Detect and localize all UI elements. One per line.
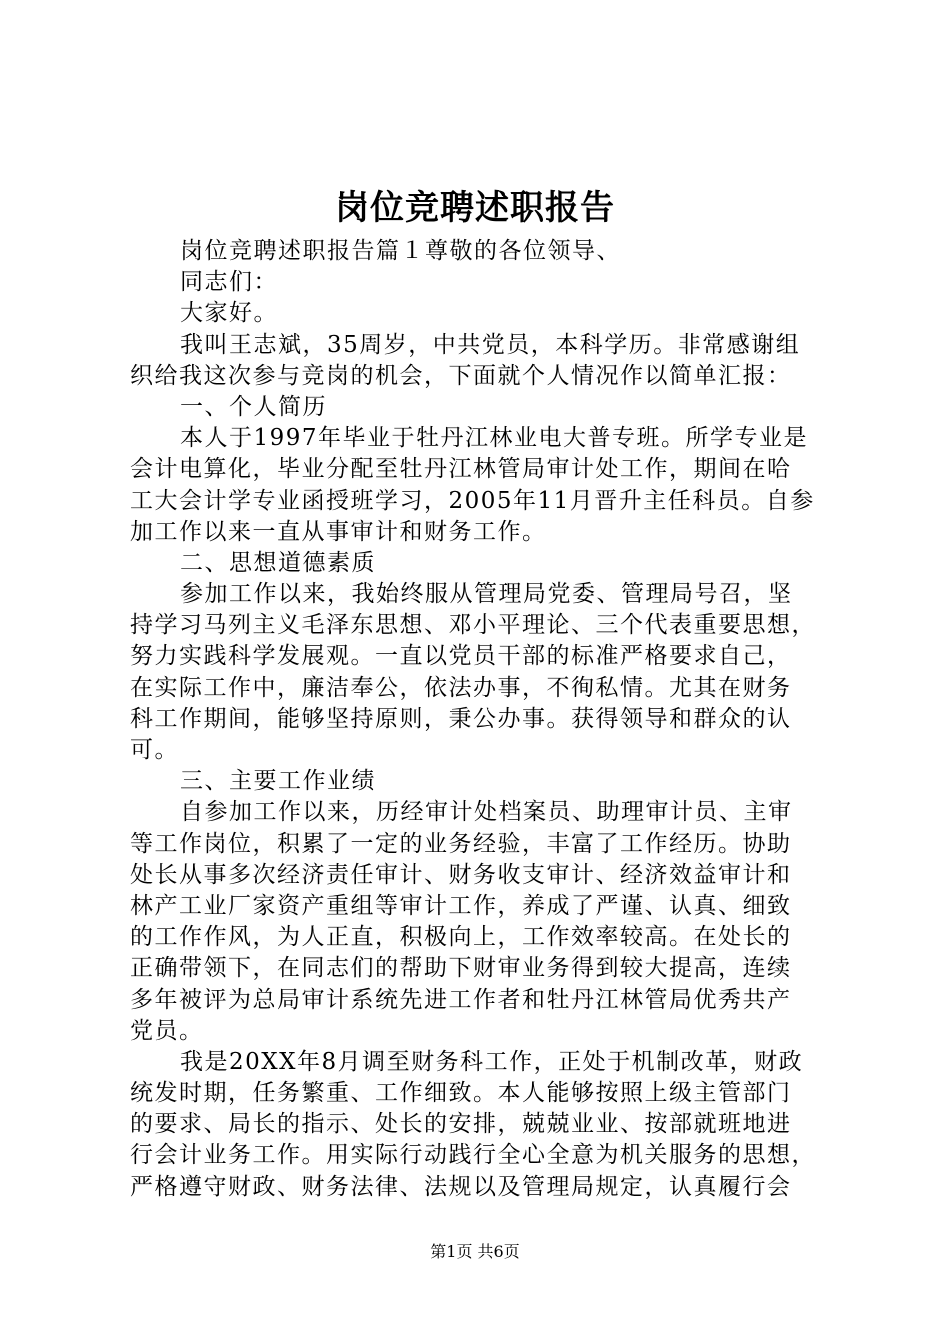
body-line: 自参加工作以来，历经审计处档案员、助理审计员、主审 [180, 799, 793, 826]
body-line: 可。 [130, 737, 179, 763]
body-line: 持学习马列主义毛泽东思想、邓小平理论、三个代表重要思想， [130, 612, 816, 639]
document-title: 岗位竞聘述职报告 [335, 188, 615, 228]
body-line: 科工作期间，能够坚持原则，秉公办事。获得领导和群众的认 [130, 705, 792, 732]
body-line: 统发时期，任务繁重、工作细致。本人能够按照上级主管部门 [130, 1080, 792, 1107]
body-line: 等工作岗位，积累了一定的业务经验，丰富了工作经历。协助 [130, 830, 792, 857]
body-line: 一、个人简历 [180, 393, 327, 420]
body-line: 工大会计学专业函授班学习，2005年11月晋升主任科员。自参 [130, 487, 815, 514]
body-line: 努力实践科学发展观。一直以党员干部的标准严格要求自己， [130, 643, 792, 670]
body-line: 林产工业厂家资产重组等审计工作，养成了严谨、认真、细致 [130, 892, 792, 919]
body-line: 我叫王志斌，35周岁，中共党员，本科学历。非常感谢组 [180, 331, 801, 358]
body-line: 党员。 [130, 1017, 204, 1044]
body-line: 我是20XX年8月调至财务科工作，正处于机制改革，财政 [180, 1048, 804, 1075]
body-line: 参加工作以来，我始终服从管理局党委、管理局号召，坚 [180, 581, 793, 608]
body-line: 三、主要工作业绩 [180, 768, 376, 795]
body-line: 的要求、局长的指示、处长的安排，兢兢业业、按部就班地进 [130, 1111, 792, 1138]
body-line: 的工作作风，为人正直，积极向上，工作效率较高。在处长的 [130, 924, 792, 951]
document-body [130, 236, 830, 1203]
body-line: 大家好。 [180, 300, 278, 327]
body-line: 正确带领下，在同志们的帮助下财审业务得到较大提高，连续 [130, 955, 792, 982]
body-line: 加工作以来一直从事审计和财务工作。 [130, 518, 547, 545]
body-line: 行会计业务工作。用实际行动践行全心全意为机关服务的思想， [130, 1142, 816, 1169]
body-line: 严格遵守财政、财务法律、法规以及管理局规定，认真履行会 [130, 1173, 792, 1200]
body-line: 织给我这次参与竞岗的机会，下面就个人情况作以简单汇报： [130, 362, 792, 389]
body-line: 会计电算化，毕业分配至牡丹江林管局审计处工作，期间在哈 [130, 456, 792, 483]
body-line: 同志们： [180, 269, 278, 296]
body-line: 二、思想道德素质 [180, 549, 376, 576]
body-line: 本人于1997年毕业于牡丹江林业电大普专班。所学专业是 [180, 425, 809, 452]
body-line: 在实际工作中，廉洁奉公，依法办事，不徇私情。尤其在财务 [130, 674, 792, 701]
body-line: 处长从事多次经济责任审计、财务收支审计、经济效益审计和 [130, 861, 792, 888]
body-line: 多年被评为总局审计系统先进工作者和牡丹江林管局优秀共产 [130, 986, 792, 1013]
body-line: 岗位竞聘述职报告篇１尊敬的各位领导、 [180, 238, 621, 264]
page-footer: 第1页 共6页 [430, 1242, 520, 1261]
